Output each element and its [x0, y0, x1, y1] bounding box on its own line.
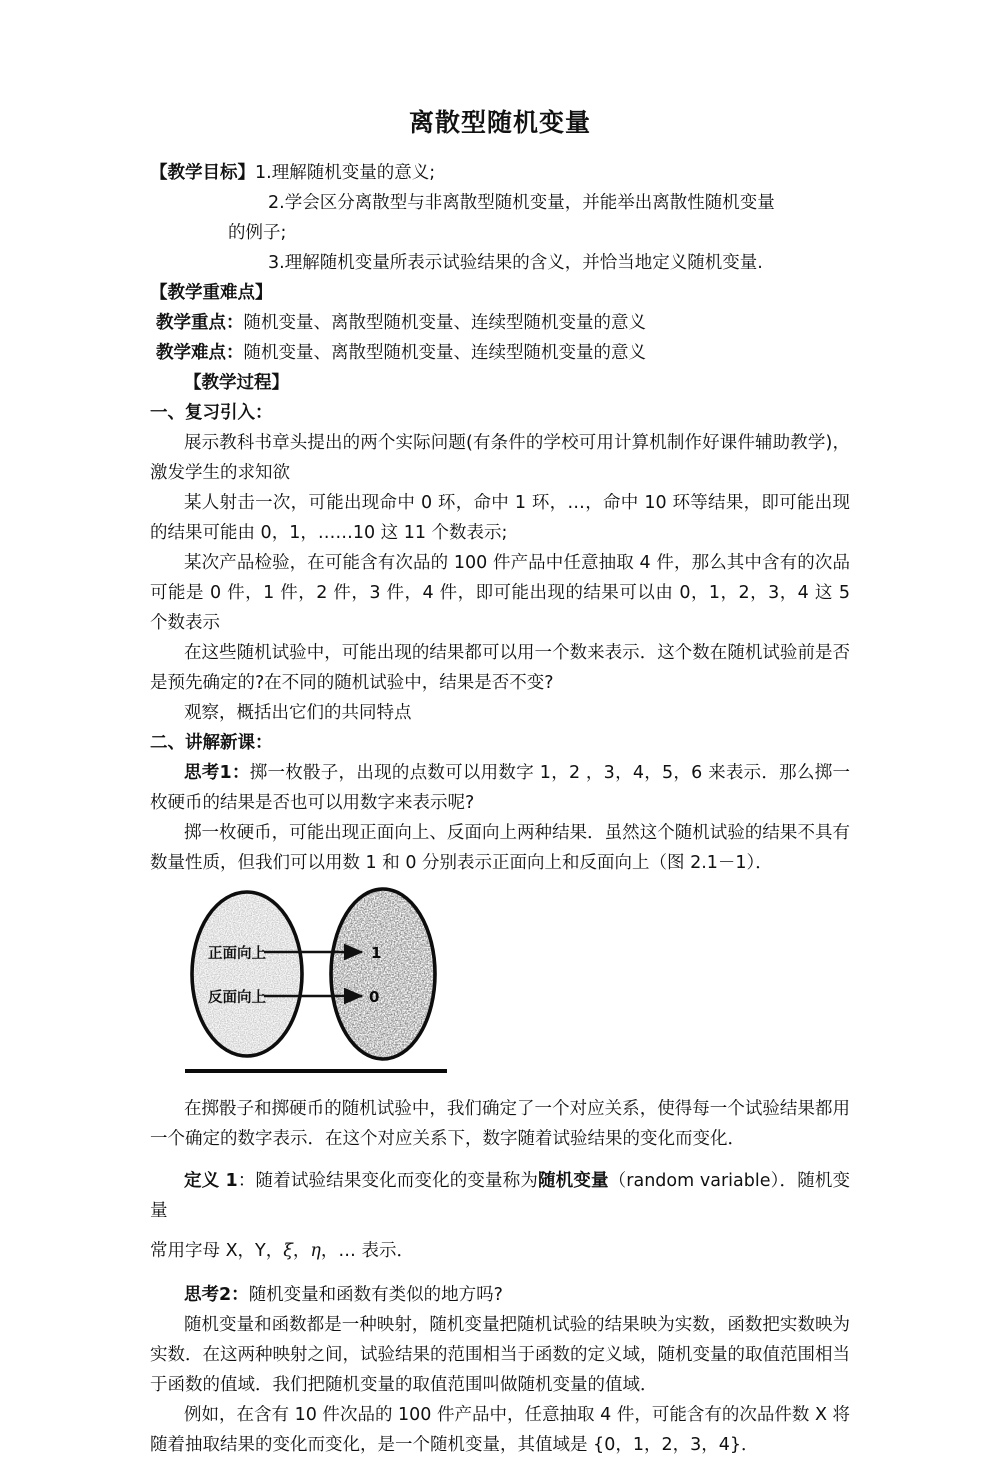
symbols-prefix: 常用字母: [150, 1241, 226, 1261]
definition-separator: ：: [237, 1171, 256, 1191]
objectives-line-2: [150, 188, 850, 218]
key-point-line: [150, 308, 850, 338]
process-label: 【教学过程】: [184, 373, 289, 393]
review-paragraph-4: 在这些随机试验中，可能出现的结果都可以用一个数来表示．这个数在随机试验前是否是预先确定的?在不同的随机试验中，结果是否不变?: [150, 643, 850, 693]
key-difficulties-label: 【教学重难点】: [150, 283, 273, 303]
objectives-item-4: 3.理解随机变量所表示试验结果的含义，并恰当地定义随机变量.: [268, 253, 763, 273]
symbols-latin: X，Y，: [225, 1241, 284, 1261]
review-paragraph-3: 某次产品检验，在可能含有次品的 100 件产品中任意抽取 4 件，那么其中含有的次品可能是 0 件，1 件，2 件，3 件，4 件，即可能出现的结果可以由 0，1，2，3，4 这 5 个数表示: [150, 553, 850, 633]
objectives-line-4: [150, 248, 850, 278]
review-paragraph-1: 展示教科书章头提出的两个实际问题(有条件的学校可用计算机制作好课件辅助教学)，激发学生的求知欲: [150, 433, 850, 483]
definition-label: 定义 1: [184, 1171, 238, 1191]
figure-2-1-1: [150, 886, 850, 1082]
document-body: [150, 108, 850, 1460]
review-paragraph-2: 某人射击一次，可能出现命中 0 环，命中 1 环，…，命中 10 环等结果，即可能出现的结果可能由 0，1，……10 这 11 个数表示;: [150, 493, 850, 543]
new-lesson-heading: 二、讲解新课：: [150, 733, 273, 753]
figure-divider-rule: [185, 1069, 447, 1073]
symbols-suffix: ，… 表示．: [320, 1241, 414, 1261]
definition-term: 随机变量: [538, 1171, 609, 1191]
objectives-line-1: [150, 158, 850, 188]
key-point-label: 教学重点：: [156, 313, 244, 333]
think2-paragraph: [150, 1280, 850, 1310]
difficulty-label: 教学难点：: [156, 343, 244, 363]
think1-text: 掷一枚骰子，出现的点数可以用数字 1，2 ，3，4，5，6 来表示．那么掷一枚硬币的结果是否也可以用数字来表示呢?: [150, 763, 850, 813]
review-paragraph-5: 观察，概括出它们的共同特点: [184, 703, 412, 723]
definition-text-b: （random variable）．随机变量: [150, 1171, 851, 1221]
page-title: 离散型随机变量: [408, 108, 591, 137]
coin-paragraph: 掷一枚硬币，可能出现正面向上、反面向上两种结果．虽然这个随机试验的结果不具有数量性质，但我们可以用数 1 和 0 分别表示正面向上和反面向上（图 2.1－1）．: [150, 823, 850, 873]
label-value-one: 1: [371, 944, 382, 962]
objectives-item-1: 1.理解随机变量的意义;: [255, 163, 436, 183]
mapping-paragraph: 随机变量和函数都是一种映射，随机变量把随机试验的结果映为实数，函数把实数映为实数．在这两种映射之间，试验结果的范围相当于函数的定义域，随机变量的取值范围相当于函数的值域．我们把随机变量的取值范围叫做随机变量的值域．: [150, 1315, 850, 1395]
objectives-label: 【教学目标】: [150, 163, 255, 183]
objectives-item-2: 2.学会区分离散型与非离散型随机变量，并能举出离散性随机变量: [268, 193, 775, 213]
symbol-xi: ξ: [283, 1241, 293, 1261]
symbols-comma: ，: [292, 1241, 311, 1261]
definition-symbols-line: [150, 1236, 850, 1266]
think2-label: 思考2：: [184, 1285, 249, 1305]
example-paragraph: 例如，在含有 10 件次品的 100 件产品中，任意抽取 4 件，可能含有的次品件数 X 将随着抽取结果的变化而变化，是一个随机变量，其值域是 {0，1，2，3，4}．: [150, 1405, 850, 1455]
after-figure-paragraph: 在掷骰子和掷硬币的随机试验中，我们确定了一个对应关系，使得每一个试验结果都用一个确定的数字表示．在这个对应关系下，数字随着试验结果的变化而变化．: [150, 1099, 850, 1149]
key-point-text: 随机变量、离散型随机变量、连续型随机变量的意义: [243, 313, 646, 333]
objectives-item-3: 的例子;: [228, 223, 287, 243]
definition-text-a: 随着试验结果变化而变化的变量称为: [255, 1171, 539, 1191]
difficulty-line: [150, 338, 850, 368]
label-value-zero: 0: [369, 988, 380, 1006]
think1-label: 思考1：: [184, 763, 250, 783]
symbol-eta: η: [310, 1241, 321, 1261]
label-tails-up: 反面向上: [208, 990, 266, 1006]
objectives-line-3: [150, 218, 850, 248]
think2-text: 随机变量和函数有类似的地方吗?: [248, 1285, 503, 1305]
review-heading: 一、复习引入：: [150, 403, 273, 423]
label-heads-up: 正面向上: [208, 946, 266, 962]
mapping-diagram: [190, 886, 490, 1066]
difficulty-text: 随机变量、离散型随机变量、连续型随机变量的意义: [243, 343, 646, 363]
think1-paragraph: [150, 758, 850, 818]
definition-paragraph: [150, 1166, 850, 1226]
